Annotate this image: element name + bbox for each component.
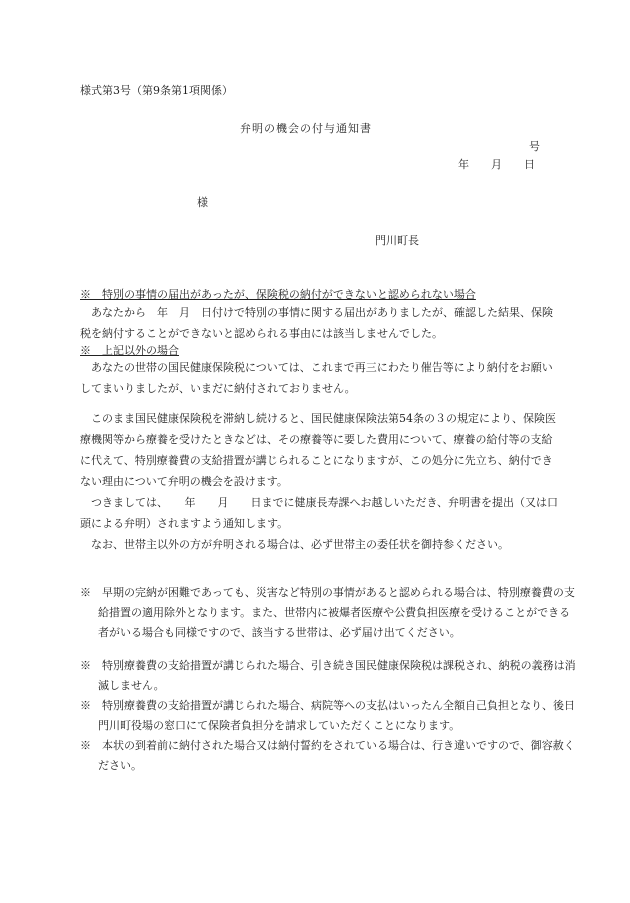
case2-heading: ※ 上記以外の場合 [80, 344, 179, 357]
document-number: 号 [529, 140, 540, 153]
main-paragraph: このまま国民健康保険税を滞納し続けると、国民健康保険法第54条の３の規定により、保険医療機関等から療養を受けたときなどは、その療養等に要した費用について、療養の給付等の支給に代えて、特別療養費の支給措置が講じられることになりますが、この処分に先立ち、納付できない理由について弁明の機会を設けます。 [80, 412, 556, 488]
note-item: ※ 早期の完納が困難であっても、災害など特別の事情があると認められる場合は、特別療養費の支給措置の適用除外となります。また、世帯内に被爆者医療や公費負担医療を受けることができる者がいる場合も同様ですので、該当する世帯は、必ず届け出てください。 [80, 586, 575, 639]
note-item: ※ 特別療養費の支給措置が講じられた場合、引き続き国民健康保険税は課税され、納税の義務は消滅しません。 [80, 659, 576, 692]
document-title: 弁明の機会の付与通知書 [240, 122, 372, 135]
addressee-suffix: 様 [197, 196, 208, 209]
case1-body: あなたから 年 月 日付けで特別の事情に関する届出がありましたが、確認した結果、保険税を納付することができないと認められる事由には該当しませんでした。 [80, 306, 553, 340]
proxy-paragraph: なお、世帯主以外の方が弁明される場合は、必ず世帯主の委任状を御持参ください。 [91, 538, 509, 551]
note-item: ※ 特別療養費の支給措置が講じられた場合、病院等への支払はいったん全額自己負担となり、後日門川町役場の窓口にて保険者負担分を請求していただくことになります。 [80, 699, 575, 732]
case2-body: あなたの世帯の国民健康保険税については、これまで再三にわたり催告等により納付をお願いしてまいりましたが、いまだに納付されておりません。 [80, 361, 553, 395]
form-number: 様式第3号（第9条第1項関係） [80, 84, 233, 97]
case1-heading: ※ 特別の事情の届出があったが、保険税の納付ができないと認められない場合 [80, 288, 476, 301]
issue-date: 年 月 日 [458, 158, 535, 171]
note-item: ※ 本状の到着前に納付された場合又は納付誓約をされている場合は、行き違いですので、御容赦ください。 [80, 739, 575, 772]
issuer-name: 門川町長 [375, 234, 419, 247]
notice-paragraph: つきましては、 年 月 日までに健康長寿課へお越しいただき、弁明書を提出（又は口頭による弁明）されますよう通知します。 [80, 496, 559, 530]
